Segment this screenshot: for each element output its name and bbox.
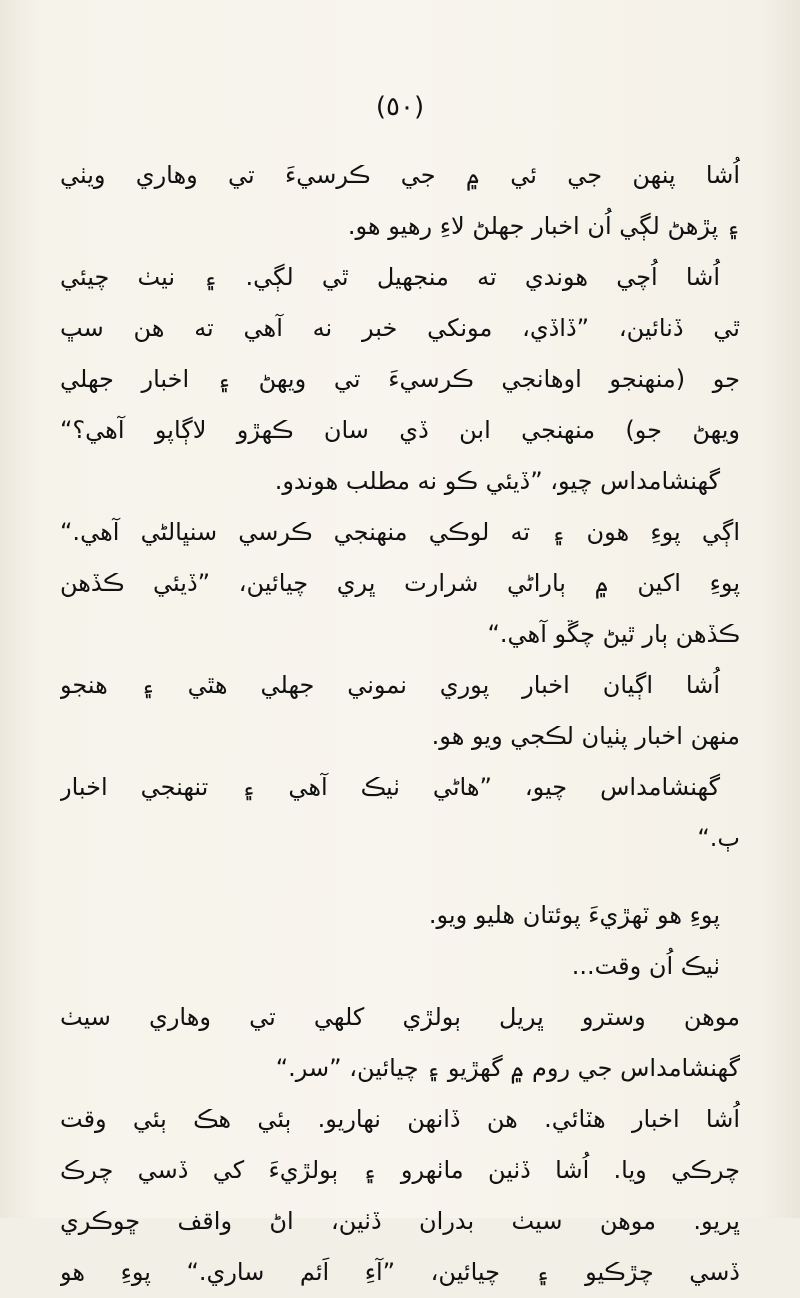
text-line: چرڪي ويا. اُشا ڏٺين ماٺهرو ۽ ٻولڙيءَ کي ڏسي چرڪ [60, 1156, 740, 1184]
page-body [60, 150, 740, 1298]
text-line: موهن وسترو ڀريل ٻولڙي کلهي تي وهاري سيٺ [60, 1003, 740, 1031]
text-line: ٿي ڏنائين، ”ڏاڏي، مونکي خبر نه آهي ته هن سڀ [60, 314, 740, 342]
text-line: اڳي پوءِ هون ۽ ته لوڪي منهنجي ڪرسي سنڀالڻي آهي.“ [60, 518, 740, 546]
text-line: ڀريو. موهن سيٺ بدران ڏٺين، اڻ واقف ڇوڪري [60, 1207, 740, 1235]
text-line: اُشا اُچي هوندي ته منجهيل ٿي لڳي. ۽ نيٺ چيئي [60, 263, 720, 291]
text-line: اُشا اخبار هٽائي. هن ڏانهن نهاريو. ٻئي هڪ ٻئي وقت [60, 1105, 740, 1133]
text-line: ڪڏهن ٻار ٿيڻ چڱو آهي.“ [487, 620, 740, 648]
text-line: گهنشامداس جي روم ۾ گهڙيو ۽ چيائين، ”سر.“ [275, 1054, 740, 1082]
text-line: ٻ.“ [697, 824, 740, 852]
text-line: پوءِ اکين ۾ ٻاراڻي شرارت ڀري چيائين، ”ڏيئي ڪڏهن [60, 569, 740, 597]
text-line: ۽ پڙهڻ لڳي اُن اخبار جهلڻ لاءِ رهيو هو. [347, 212, 740, 240]
text-line: ڏسي چڙڪيو ۽ چيائين، ”آءِ اَئم ساري.“ پوءِ هو [60, 1258, 740, 1286]
text-line: گهنشامداس چيو، ”ڏيئي ڪو نه مطلب هوندو. [274, 467, 720, 495]
text-line: ويهڻ جو) منهنجي ابن ڏي سان ڪهڙو لاڳاپو آهي؟“ [60, 416, 740, 444]
text-line: جو (منهنجو اوهانجي ڪرسيءَ تي ويهڻ ۽ اخبار جهلي [60, 365, 740, 393]
text-line: ٺيڪ اُن وقت... [571, 952, 720, 980]
page-number: (٥٠) [375, 92, 425, 122]
text-line: اُشا اڳيان اخبار پوري نموني جهلي هٿي ۽ هنجو [60, 671, 720, 699]
text-line: پوءِ هو ٽهڙيءَ پوئتان هليو ويو. [428, 901, 720, 929]
text-line: گهنشامداس چيو، ”هاڻي ٺيڪ آهي ۽ تنهنجي اخبار [60, 773, 720, 801]
text-line: اُشا پنهن جي ئي ۾ جي ڪرسيءَ تي وهاري ويٺي [60, 161, 740, 189]
text-line: منهن اخبار پٺيان لڪجي ويو هو. [431, 722, 740, 750]
